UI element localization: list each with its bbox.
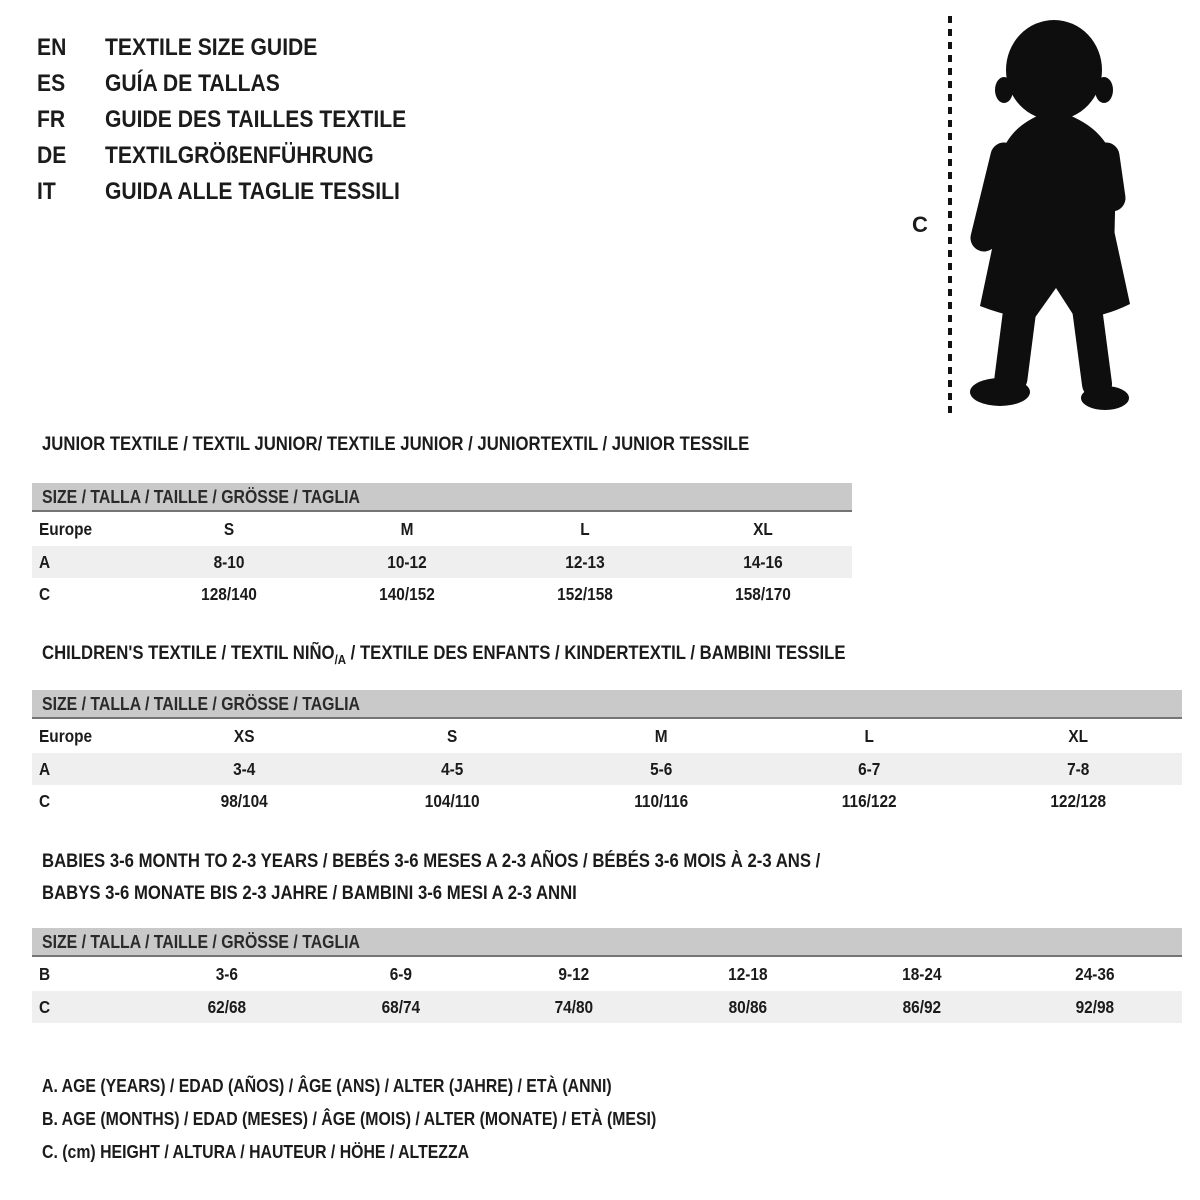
nino-a-subscript: /A [334,651,347,667]
age-months-cell: 24-36 [1075,963,1115,984]
size-cell: S [447,725,458,746]
language-title-list [37,30,447,210]
table-row [32,753,1182,785]
table-row [32,719,1182,753]
language-row-it [37,174,447,210]
row-label: C [39,583,51,604]
row-label: A [39,551,51,572]
age-months-cell: 18-24 [901,963,942,984]
age-cell: 3-4 [233,758,256,779]
language-guide-title: GUÍA DE TALLAS [105,70,280,97]
size-cell: XS [233,725,255,746]
row-label: A [39,758,51,779]
size-cell: L [580,518,590,539]
size-header: SIZE / TALLA / TAILLE / GRÖSSE / TAGLIA [42,694,360,714]
language-row-en [37,30,447,66]
language-guide-title: GUIDA ALLE TAGLIE TESSILI [105,178,400,205]
children-section-title [42,643,955,667]
age-cell: 10-12 [387,551,427,572]
measurement-legend [42,1070,740,1169]
height-cell: 68/74 [381,996,420,1017]
language-code: IT [37,178,56,205]
height-cell: 86/92 [902,996,941,1017]
height-dashed-line [948,16,952,414]
toddler-silhouette-icon [966,16,1142,420]
babies-section-title-line2: BABYS 3-6 MONATE BIS 2-3 JAHRE / BAMBINI 3-6 MESI A 2-3 ANNI [42,883,577,904]
height-cell: 158/170 [735,583,791,604]
language-code: EN [37,34,67,61]
age-months-cell: 9-12 [558,963,590,984]
language-code: FR [37,106,66,133]
table-row [32,785,1182,817]
height-cell: 152/158 [557,583,613,604]
language-guide-title: TEXTILE SIZE GUIDE [105,34,318,61]
legend-line-a: A. AGE (YEARS) / EDAD (AÑOS) / ÂGE (ANS) / ALTER (JAHRE) / ETÀ (ANNI) [42,1076,612,1096]
size-cell: XL [1067,725,1088,746]
legend-line-b: B. AGE (MONTHS) / EDAD (MESES) / ÂGE (MOIS) / ALTER (MONATE) / ETÀ (MESI) [42,1109,657,1129]
row-label: C [39,790,51,811]
children-size-table [32,690,1182,817]
age-cell: 4-5 [441,758,464,779]
height-cell: 80/86 [728,996,768,1017]
age-months-cell: 6-9 [389,963,412,984]
size-header: SIZE / TALLA / TAILLE / GRÖSSE / TAGLIA [42,487,360,507]
height-cell: 122/128 [1049,790,1106,811]
age-cell: 8-10 [213,551,245,572]
language-row-es [37,66,447,102]
table-row [32,991,1182,1023]
language-guide-title: TEXTILGRÖßENFÜHRUNG [105,142,374,169]
table-row [32,512,852,546]
junior-section-title: JUNIOR TEXTILE / TEXTIL JUNIOR/ TEXTILE JUNIOR / JUNIORTEXTIL / JUNIOR TESSILE [42,434,750,455]
babies-section-title-line1: BABIES 3-6 MONTH TO 2-3 YEARS / BEBÉS 3-6 MESES A 2-3 AÑOS / BÉBÉS 3-6 MOIS À 2-3 ANS / [42,851,821,872]
size-cell: M [654,725,668,746]
table-row [32,546,852,578]
size-cell: S [223,518,235,539]
age-months-cell: 12-18 [728,963,768,984]
language-guide-title: GUIDE DES TAILLES TEXTILE [105,106,407,133]
height-cell: 128/140 [201,583,257,604]
height-measure-label: C [912,212,928,237]
height-cell: 110/116 [634,790,688,811]
size-cell: L [864,725,875,746]
age-cell: 6-7 [858,758,881,779]
babies-size-table [32,928,1182,1023]
language-row-fr [37,102,447,138]
size-header: SIZE / TALLA / TAILLE / GRÖSSE / TAGLIA [42,932,360,952]
height-cell: 140/152 [379,583,435,604]
table-row [32,578,852,610]
row-label: B [39,963,51,984]
junior-size-table [32,483,852,610]
row-label: C [39,996,51,1017]
height-cell: 98/104 [220,790,268,811]
row-label: Europe [39,725,93,746]
row-label: Europe [39,518,93,539]
language-code: ES [37,70,66,97]
language-code: DE [37,142,67,169]
height-cell: 104/110 [425,790,481,811]
language-row-de [37,138,447,174]
age-cell: 12-13 [565,551,605,572]
height-cell: 116/122 [842,790,897,811]
age-cell: 5-6 [649,758,673,779]
height-cell: 92/98 [1075,996,1115,1017]
size-cell: XL [753,518,773,539]
age-cell: 7-8 [1066,758,1089,779]
children-title-text: CHILDREN'S TEXTILE / TEXTIL $NIÑO_{/A}$ / TEXTILE DES ENFANTS / KINDERTEXTIL / BAMBINI TESSILE [42,643,846,667]
size-cell: M [400,518,414,539]
age-months-cell: 3-6 [215,963,238,984]
height-cell: 74/80 [554,996,594,1017]
age-cell: 14-16 [743,551,783,572]
table-row [32,957,1182,991]
height-cell: 62/68 [207,996,247,1017]
legend-line-c: C. (cm) HEIGHT / ALTURA / HAUTEUR / HÖHE / ALTEZZA [42,1142,470,1162]
